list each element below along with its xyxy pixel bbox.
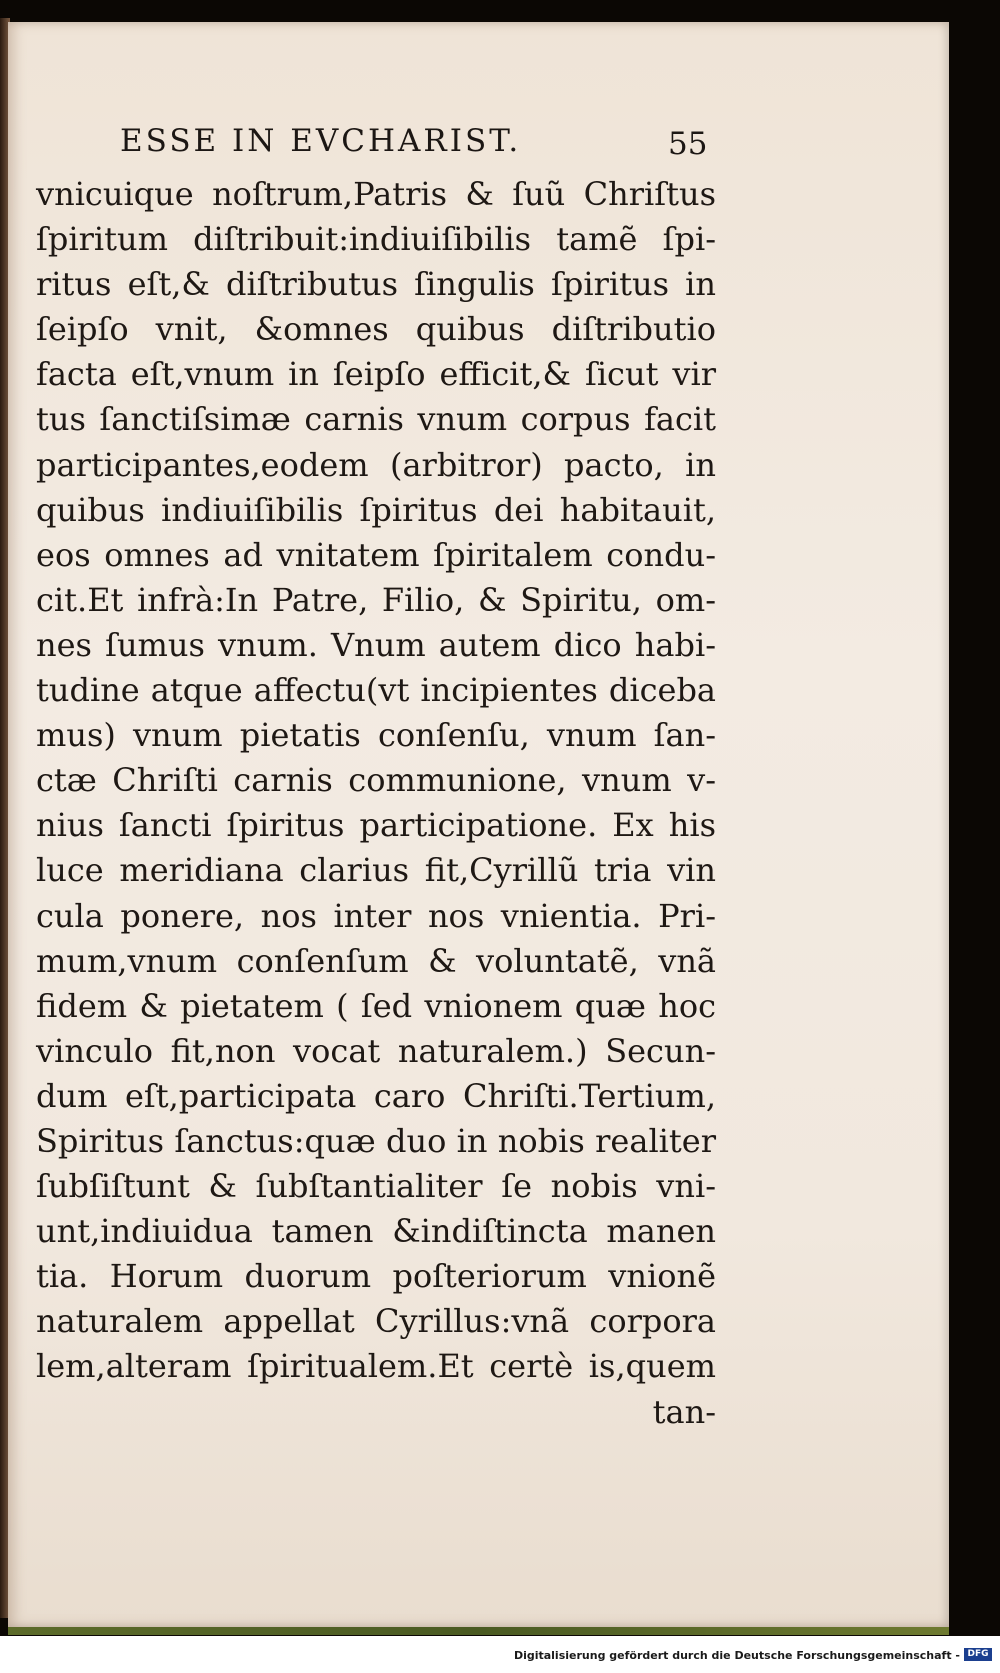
page-number: 55: [668, 126, 708, 162]
text-line: ſubſiſtunt & ſubſtantialiter ſe nobis vni-: [36, 1167, 716, 1206]
text-line: cula ponere, nos inter nos vnientia. Pri-: [36, 896, 716, 935]
text-line: ſeipſo vnit, &omnes quibus diſtributio: [36, 310, 716, 349]
text-line: luce meridiana clarius fit,Cyrillũ tria vin: [36, 851, 716, 890]
text-line: tudine atque affectu(vt incipientes diceba: [36, 671, 716, 710]
text-line: participantes,eodem (arbitror) pacto, in: [36, 445, 716, 484]
text-line: naturalem appellat Cyrillus:vnã corpora: [36, 1302, 716, 1341]
text-line: ſpiritum diſtribuit:indiuiſibilis tamẽ ſpi-: [36, 220, 716, 259]
text-line: mus) vnum pietatis conſenſu, vnum ſan-: [36, 716, 716, 755]
text-line: eos omnes ad vnitatem ſpiritalem condu-: [36, 535, 716, 574]
text-line: nes ſumus vnum. Vnum autem dico habi-: [36, 625, 716, 664]
running-head: ESSE IN EVCHARIST.: [120, 123, 522, 159]
text-line: ritus eſt,& diſtributus ſingulis ſpiritus in: [36, 265, 716, 304]
page-bottom-edge: [8, 1627, 949, 1635]
text-line: Spiritus ſanctus:quæ duo in nobis realiter: [36, 1121, 716, 1160]
footer-bar: [0, 1636, 1000, 1673]
footer-credit: Digitalisierung gefördert durch die Deutsche Forschungsgemeinschaft -: [513, 1649, 960, 1662]
text-line: lem,alteram ſpiritualem.Et certè is,quem: [36, 1347, 716, 1386]
text-line: tia. Horum duorum poſteriorum vnionẽ: [36, 1257, 716, 1296]
text-line: nius ſancti ſpiritus participatione. Ex his: [36, 806, 716, 845]
text-line: facta eſt,vnum in ſeipſo efficit,& ſicut vir: [36, 355, 716, 394]
text-line: tus ſanctiſsimæ carnis vnum corpus facit: [36, 400, 716, 439]
text-line: quibus indiuiſibilis ſpiritus dei habitauit,: [36, 490, 716, 529]
dfg-logo: DFG: [964, 1648, 992, 1661]
text-line: ctæ Chriſti carnis communione, vnum v-: [36, 761, 716, 800]
text-line: fidem & pietatem ( ſed vnionem quæ hoc: [36, 986, 716, 1025]
text-line: unt,indiuidua tamen &indiſtincta manen: [36, 1212, 716, 1251]
text-line: mum,vnum conſenſum & voluntatẽ, vnã: [36, 941, 716, 980]
text-line: cit.Et infrà:In Patre, Filio, & Spiritu, om-: [36, 580, 716, 619]
text-line: vinculo fit,non vocat naturalem.) Secun-: [36, 1031, 716, 1070]
text-line: dum eſt,participata caro Chriſti.Tertium,: [36, 1076, 716, 1115]
body-text: [36, 172, 716, 1435]
text-line: vnicuique noſtrum,Patris & ſuũ Chriſtus: [36, 175, 716, 213]
text-line: tan-: [652, 1392, 716, 1431]
